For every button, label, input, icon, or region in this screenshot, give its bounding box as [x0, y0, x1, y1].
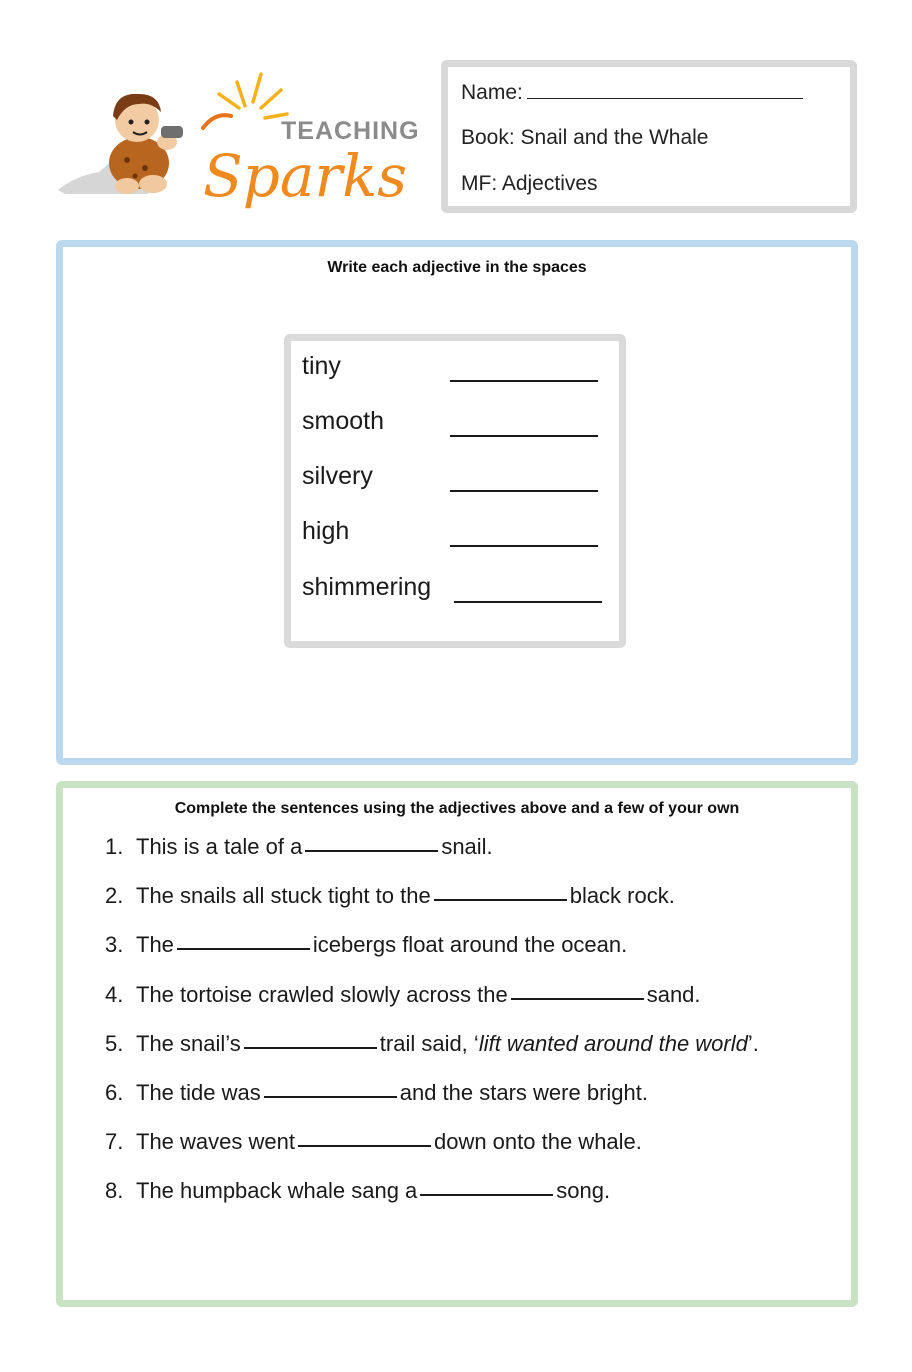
- sentence-text-before: The snail’s: [136, 1031, 241, 1056]
- sentence-text-before: The tortoise crawled slowly across the: [136, 982, 508, 1007]
- write-line-3[interactable]: [450, 490, 598, 492]
- sentence-4: [105, 982, 701, 1008]
- fill-in-blank[interactable]: [177, 948, 310, 950]
- sentence-text-before: The: [136, 932, 174, 957]
- write-line-2[interactable]: [450, 435, 598, 437]
- section2-title: Complete the sentences using the adjectives above and a few of your own: [174, 800, 740, 817]
- sentence-text-before: The tide was: [136, 1080, 261, 1105]
- book-label: Book: Snail and the Whale: [461, 126, 709, 149]
- sentence-number: 2.: [105, 883, 124, 908]
- sentence-6: [105, 1080, 648, 1106]
- sentence-text-after: trail said, ‘: [379, 1031, 479, 1056]
- name-field[interactable]: [461, 80, 803, 105]
- sentence-text-before: The humpback whale sang a: [136, 1178, 418, 1203]
- sentence-1: [105, 834, 493, 860]
- name-input-line[interactable]: [527, 80, 803, 99]
- sentence-number: 6.: [105, 1080, 124, 1105]
- sentence-italic-quote: lift wanted around the world: [478, 1031, 748, 1056]
- sentence-text-after: down onto the whale.: [433, 1129, 642, 1154]
- sentence-number: 5.: [105, 1031, 124, 1056]
- sentence-text-before: The snails all stuck tight to the: [136, 883, 431, 908]
- fill-in-blank[interactable]: [434, 899, 567, 901]
- word-tiny: tiny: [302, 352, 341, 380]
- sentence-text-after: icebergs float around the ocean.: [312, 932, 628, 957]
- fill-in-blank[interactable]: [298, 1145, 431, 1147]
- sentence-text-after: song.: [556, 1178, 611, 1203]
- sentence-number: 8.: [105, 1178, 124, 1203]
- sentence-text-end: ’.: [747, 1031, 759, 1056]
- adjective-word-list: [284, 334, 626, 648]
- student-info-box: [441, 60, 857, 213]
- mf-label: MF: Adjectives: [461, 172, 598, 195]
- sentence-number: 7.: [105, 1129, 124, 1154]
- sentence-5: [105, 1031, 759, 1057]
- sentence-number: 3.: [105, 932, 124, 957]
- sentence-text-after: snail.: [441, 834, 493, 859]
- logo-teaching-text: TEACHING: [281, 117, 420, 145]
- sentence-number: 1.: [105, 834, 124, 859]
- word-high: high: [302, 517, 350, 545]
- fill-in-blank[interactable]: [511, 998, 644, 1000]
- caveman-logo-icon: [55, 68, 425, 213]
- name-label: Name:: [461, 81, 523, 104]
- fill-in-blank[interactable]: [420, 1194, 553, 1196]
- section1-title: Write each adjective in the spaces: [327, 259, 587, 276]
- sentence-3: [105, 932, 627, 958]
- sentence-text-after: and the stars were bright.: [399, 1080, 648, 1105]
- sentence-7: [105, 1129, 642, 1155]
- sentence-number: 4.: [105, 982, 124, 1007]
- word-shimmering: shimmering: [302, 573, 432, 601]
- teaching-sparks-logo: [55, 68, 425, 213]
- fill-in-blank[interactable]: [264, 1096, 397, 1098]
- fill-in-blank[interactable]: [244, 1047, 377, 1049]
- sentence-8: [105, 1178, 610, 1204]
- write-line-5[interactable]: [454, 601, 602, 603]
- write-line-1[interactable]: [450, 380, 598, 382]
- word-smooth: smooth: [302, 407, 384, 435]
- fill-in-blank[interactable]: [305, 850, 438, 852]
- sentence-text-after: sand.: [646, 982, 701, 1007]
- sentence-text-before: The waves went: [136, 1129, 295, 1154]
- write-line-4[interactable]: [450, 545, 598, 547]
- sentence-text-after: black rock.: [569, 883, 675, 908]
- word-silvery: silvery: [302, 462, 373, 490]
- sentence-text-before: This is a tale of a: [136, 834, 303, 859]
- sentence-2: [105, 883, 675, 909]
- logo-sparks-text: Sparks: [203, 142, 408, 210]
